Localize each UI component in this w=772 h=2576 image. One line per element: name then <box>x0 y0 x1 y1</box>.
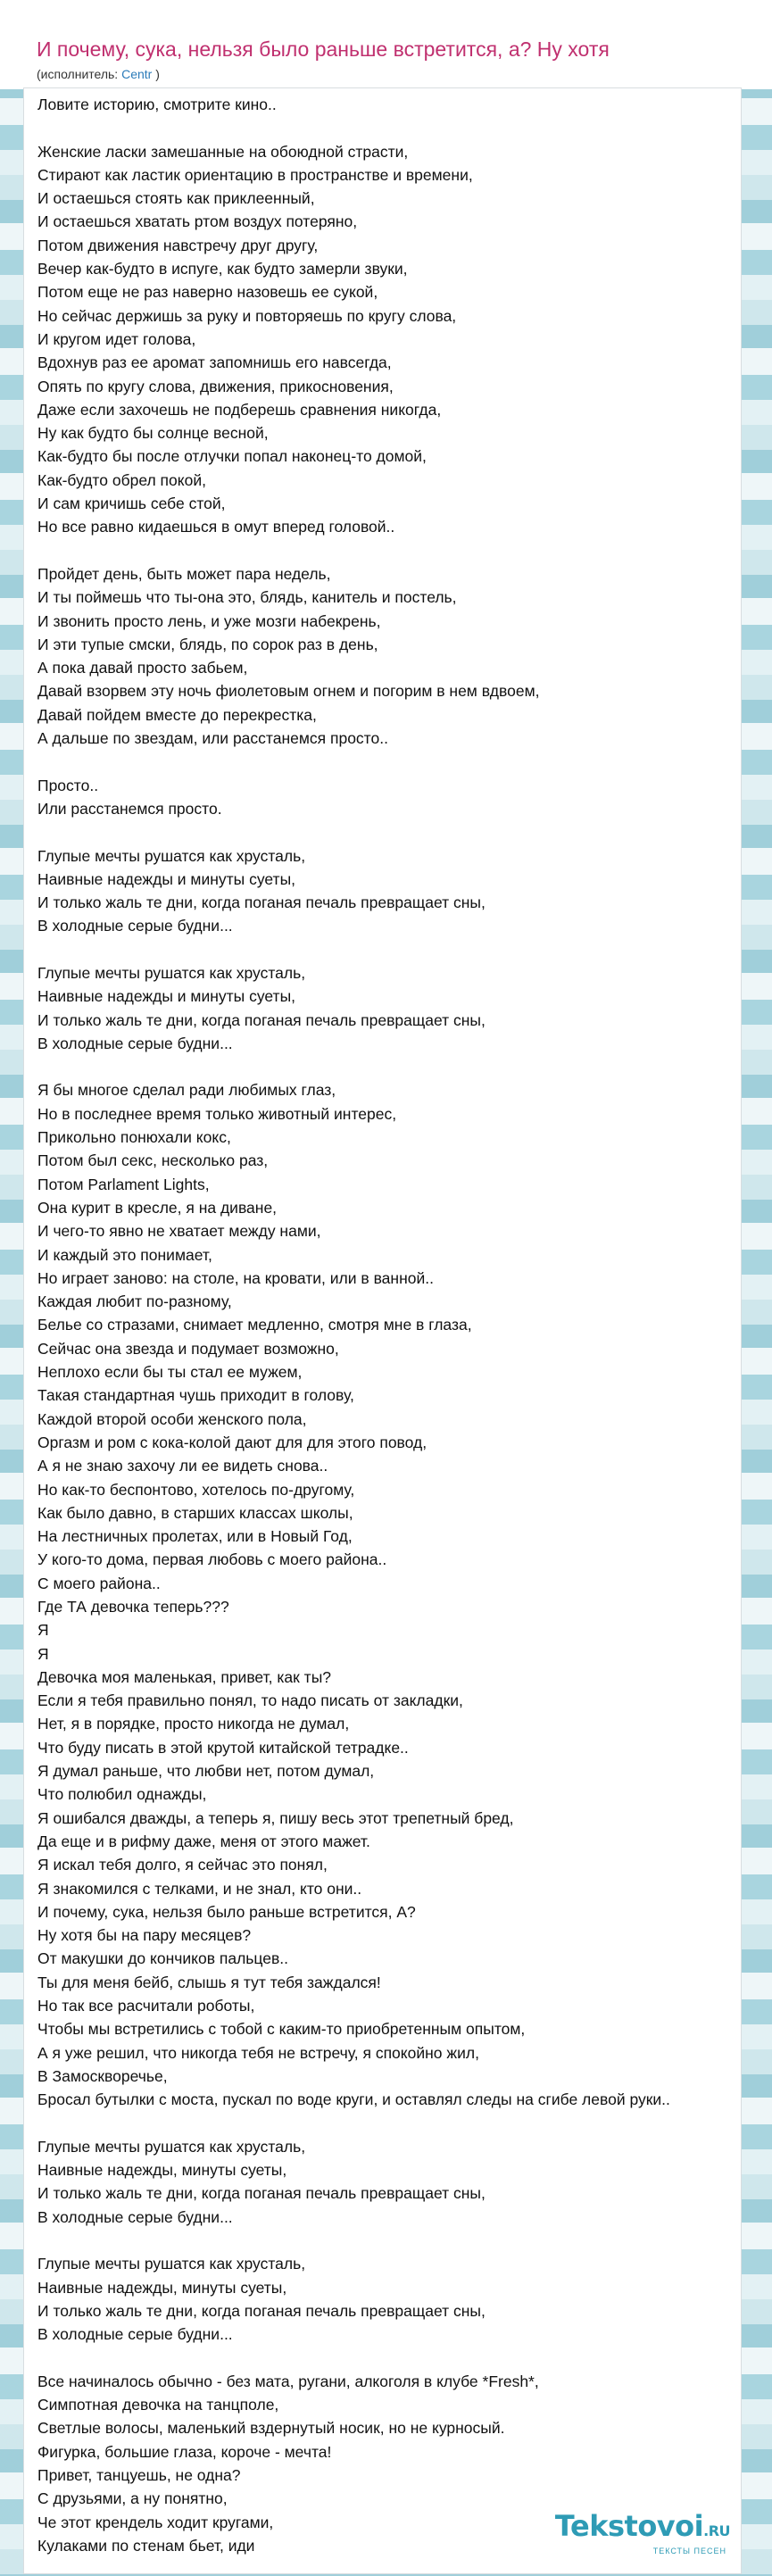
logo-tagline: ТЕКСТЫ ПЕСЕН <box>652 2547 726 2555</box>
page-header <box>0 0 772 89</box>
site-logo[interactable] <box>555 2511 730 2555</box>
performer-prefix: (исполнитель: <box>37 67 122 81</box>
logo-domain-suffix: .RU <box>703 2522 730 2539</box>
performer-line <box>37 66 160 82</box>
song-title: И почему, сука, нельзя было раньше встретится, а? Ну хотя <box>37 37 610 61</box>
logo-main-text: Tekstovoi <box>554 2509 704 2543</box>
lyrics-text: Ловите историю, смотрите кино.. Женские ласки замешанные на обоюдной страсти, Стирают как ластик ориентацию в пространстве и времени, И остаешься стоять как приклеенный, И остаешься хватать ртом воздух потеряно, Потом движения навстречу друг другу, Вечер как-будто в испуге, как будто замерли звуки, Потом еще не раз наверно назовешь ее сукой, Но сейчас держишь за руку и повторяешь по кругу слова, И кругом идет голова, Вдохнув раз ее аромат запомнишь его навсегда, Опять по кругу слова, движения, прикосновения, Даже если захочешь не подберешь сравнения никогда, Ну как будто бы солнце весной, Как-будто бы после отлучки попал наконец-то домой, Как-будто обрел покой, И сам кричишь себе стой, Но все равно кидаешься в омут вперед головой.. Пройдет день, быть может пара недель, И ты поймешь что ты-она это, блядь, канитель и постель, И звонить просто лень, и уже мозги набекрень, И эти тупые смски, блядь, по сорок раз в день, А пока давай просто забьем, Давай взорвем эту ночь фиолетовым огнем и погорим в нем вдвоем, Давай пойдем вместе до перекрестка, А дальше по звездам, или расстанемся просто.. Просто.. Или расстанемся просто. Глупые мечты рушатся как хрусталь, Наивные надежды и минуты суеты, И только жаль те дни, когда поганая печаль превращает сны, В холодные серые будни... Глупые мечты рушатся как хрусталь, Наивные надежды и минуты суеты, И только жаль те дни, когда поганая печаль превращает сны, В холодные серые будни... Я бы многое сделал ради любимых глаз, Но в последнее время только животный интерес, Прикольно понюхали кокс, Потом был секс, несколько раз, Потом Parlament Lights, Она курит в кресле, я на диване, И чего-то явно не хватает между нами, И каждый это понимает, Но играет заново: на столе, на кровати, или в ванной.. Каждая любит по-разному, Белье со стразами, снимает медленно, смотря мне в глаза, Сейчас она звезда и подумает возможно, Неплохо если бы ты стал ее мужем, Такая стандартная чушь приходит в голову, Каждой второй особи женского пола, Оргазм и ром с кока-колой дают для для этого повод, А я не знаю захочу ли ее видеть снова.. Но как-то беспонтово, хотелось по-другому, Как было давно, в старших классах школы, На лестничных пролетах, или в Новый Год, У кого-то дома, первая любовь с моего района.. С моего района.. Где ТА девочка теперь??? Я Я Девочка моя маленькая, привет, как ты? Если я тебя правильно понял, то надо писать от закладки, Нет, я в порядке, просто никогда не думал, Что буду писать в этой крутой китайской тетрадке.. Я думал раньше, что любви нет, потом думал, Что полюбил однажды, Я ошибался дважды, а теперь я, пишу весь этот трепетный бред, Да еще и в рифму даже, меня от этого мажет. Я искал тебя долго, я сейчас это понял, Я знакомился с телками, и не знал, кто они.. И почему, сука, нельзя было раньше встретится, А? Ну хотя бы на пару месяцев? От макушки до кончиков пальцев.. Ты для меня бейб, слышь я тут тебя заждался! Но так все расчитали роботы, Чтобы мы встретились с тобой с каким-то приобретенным опытом, А я уже решил, что никогда тебя не встречу, я спокойно жил, В Замоскворечье, Бросал бутылки с моста, пускал по воде круги, и оставлял следы на сгибе левой руки.. Глупые мечты рушатся как хрусталь, Наивные надежды, минуты суеты, И только жаль те дни, когда поганая печаль превращает сны, В холодные серые будни... Глупые мечты рушатся как хрусталь, Наивные надежды, минуты суеты, И только жаль те дни, когда поганая печаль превращает сны, В холодные серые будни... Все начиналось обычно - без мата, ругани, алкоголя в клубе *Fresh*, Симпотная девочка на танцполе, Светлые волосы, маленький вздернутый носик, но не курносый. Фигурка, большие глаза, короче - мечта! Привет, танцуешь, не одна? С друзьями, а ну понятно, Че этот крендель ходит кругами, Кулаками по стенам бьет, иди <box>37 96 670 2555</box>
logo-wordmark <box>555 2511 730 2547</box>
performer-suffix: ) <box>152 67 160 81</box>
lyrics-card <box>23 87 742 2574</box>
performer-link[interactable]: Centr <box>121 67 153 81</box>
